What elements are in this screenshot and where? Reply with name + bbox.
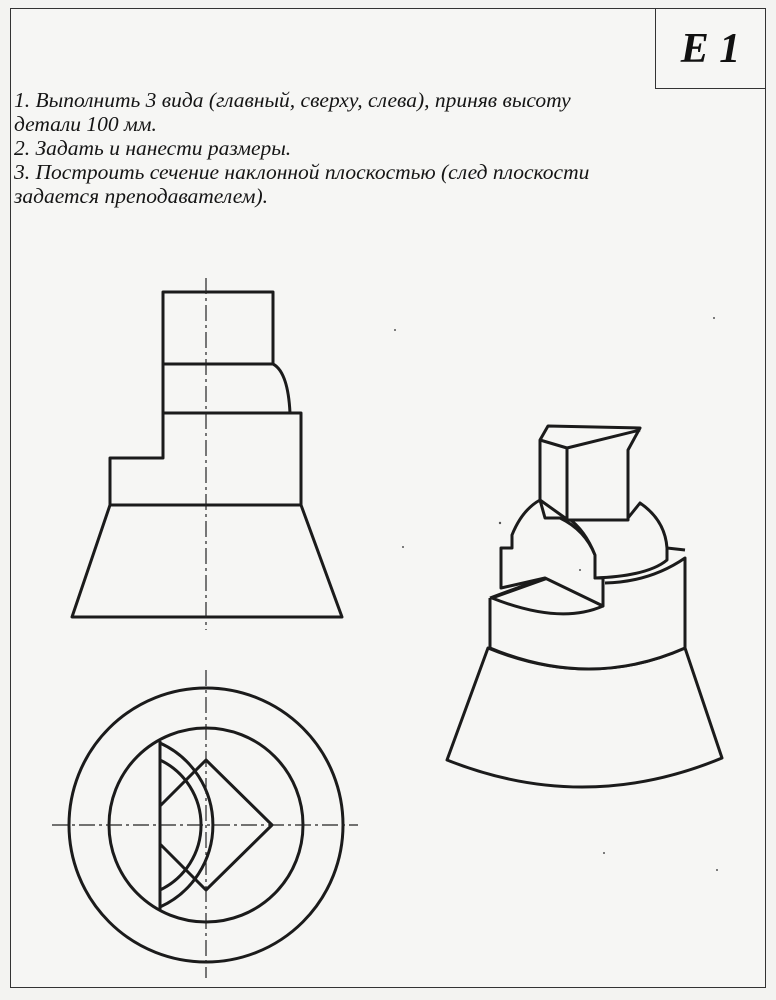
task-line-4: 3. Построить сечение наклонной плоскостью (след плоскости [14, 160, 590, 184]
task-line-1: 1. Выполнить 3 вида (главный, сверху, слева), приняв высоту [14, 88, 571, 112]
isometric-view [447, 426, 722, 787]
top-view [52, 670, 358, 978]
iso-top-cube [540, 426, 640, 520]
front-top-block [163, 292, 273, 364]
front-view [72, 278, 342, 630]
front-middle-segment [163, 364, 290, 413]
variant-badge: E 1 [655, 9, 765, 89]
task-line-2: детали 100 мм. [14, 112, 157, 136]
front-frustum-base [72, 505, 342, 617]
task-line-5: задается преподавателем). [14, 184, 268, 208]
task-line-3: 2. Задать и нанести размеры. [14, 136, 292, 160]
iso-step-line [667, 548, 685, 550]
